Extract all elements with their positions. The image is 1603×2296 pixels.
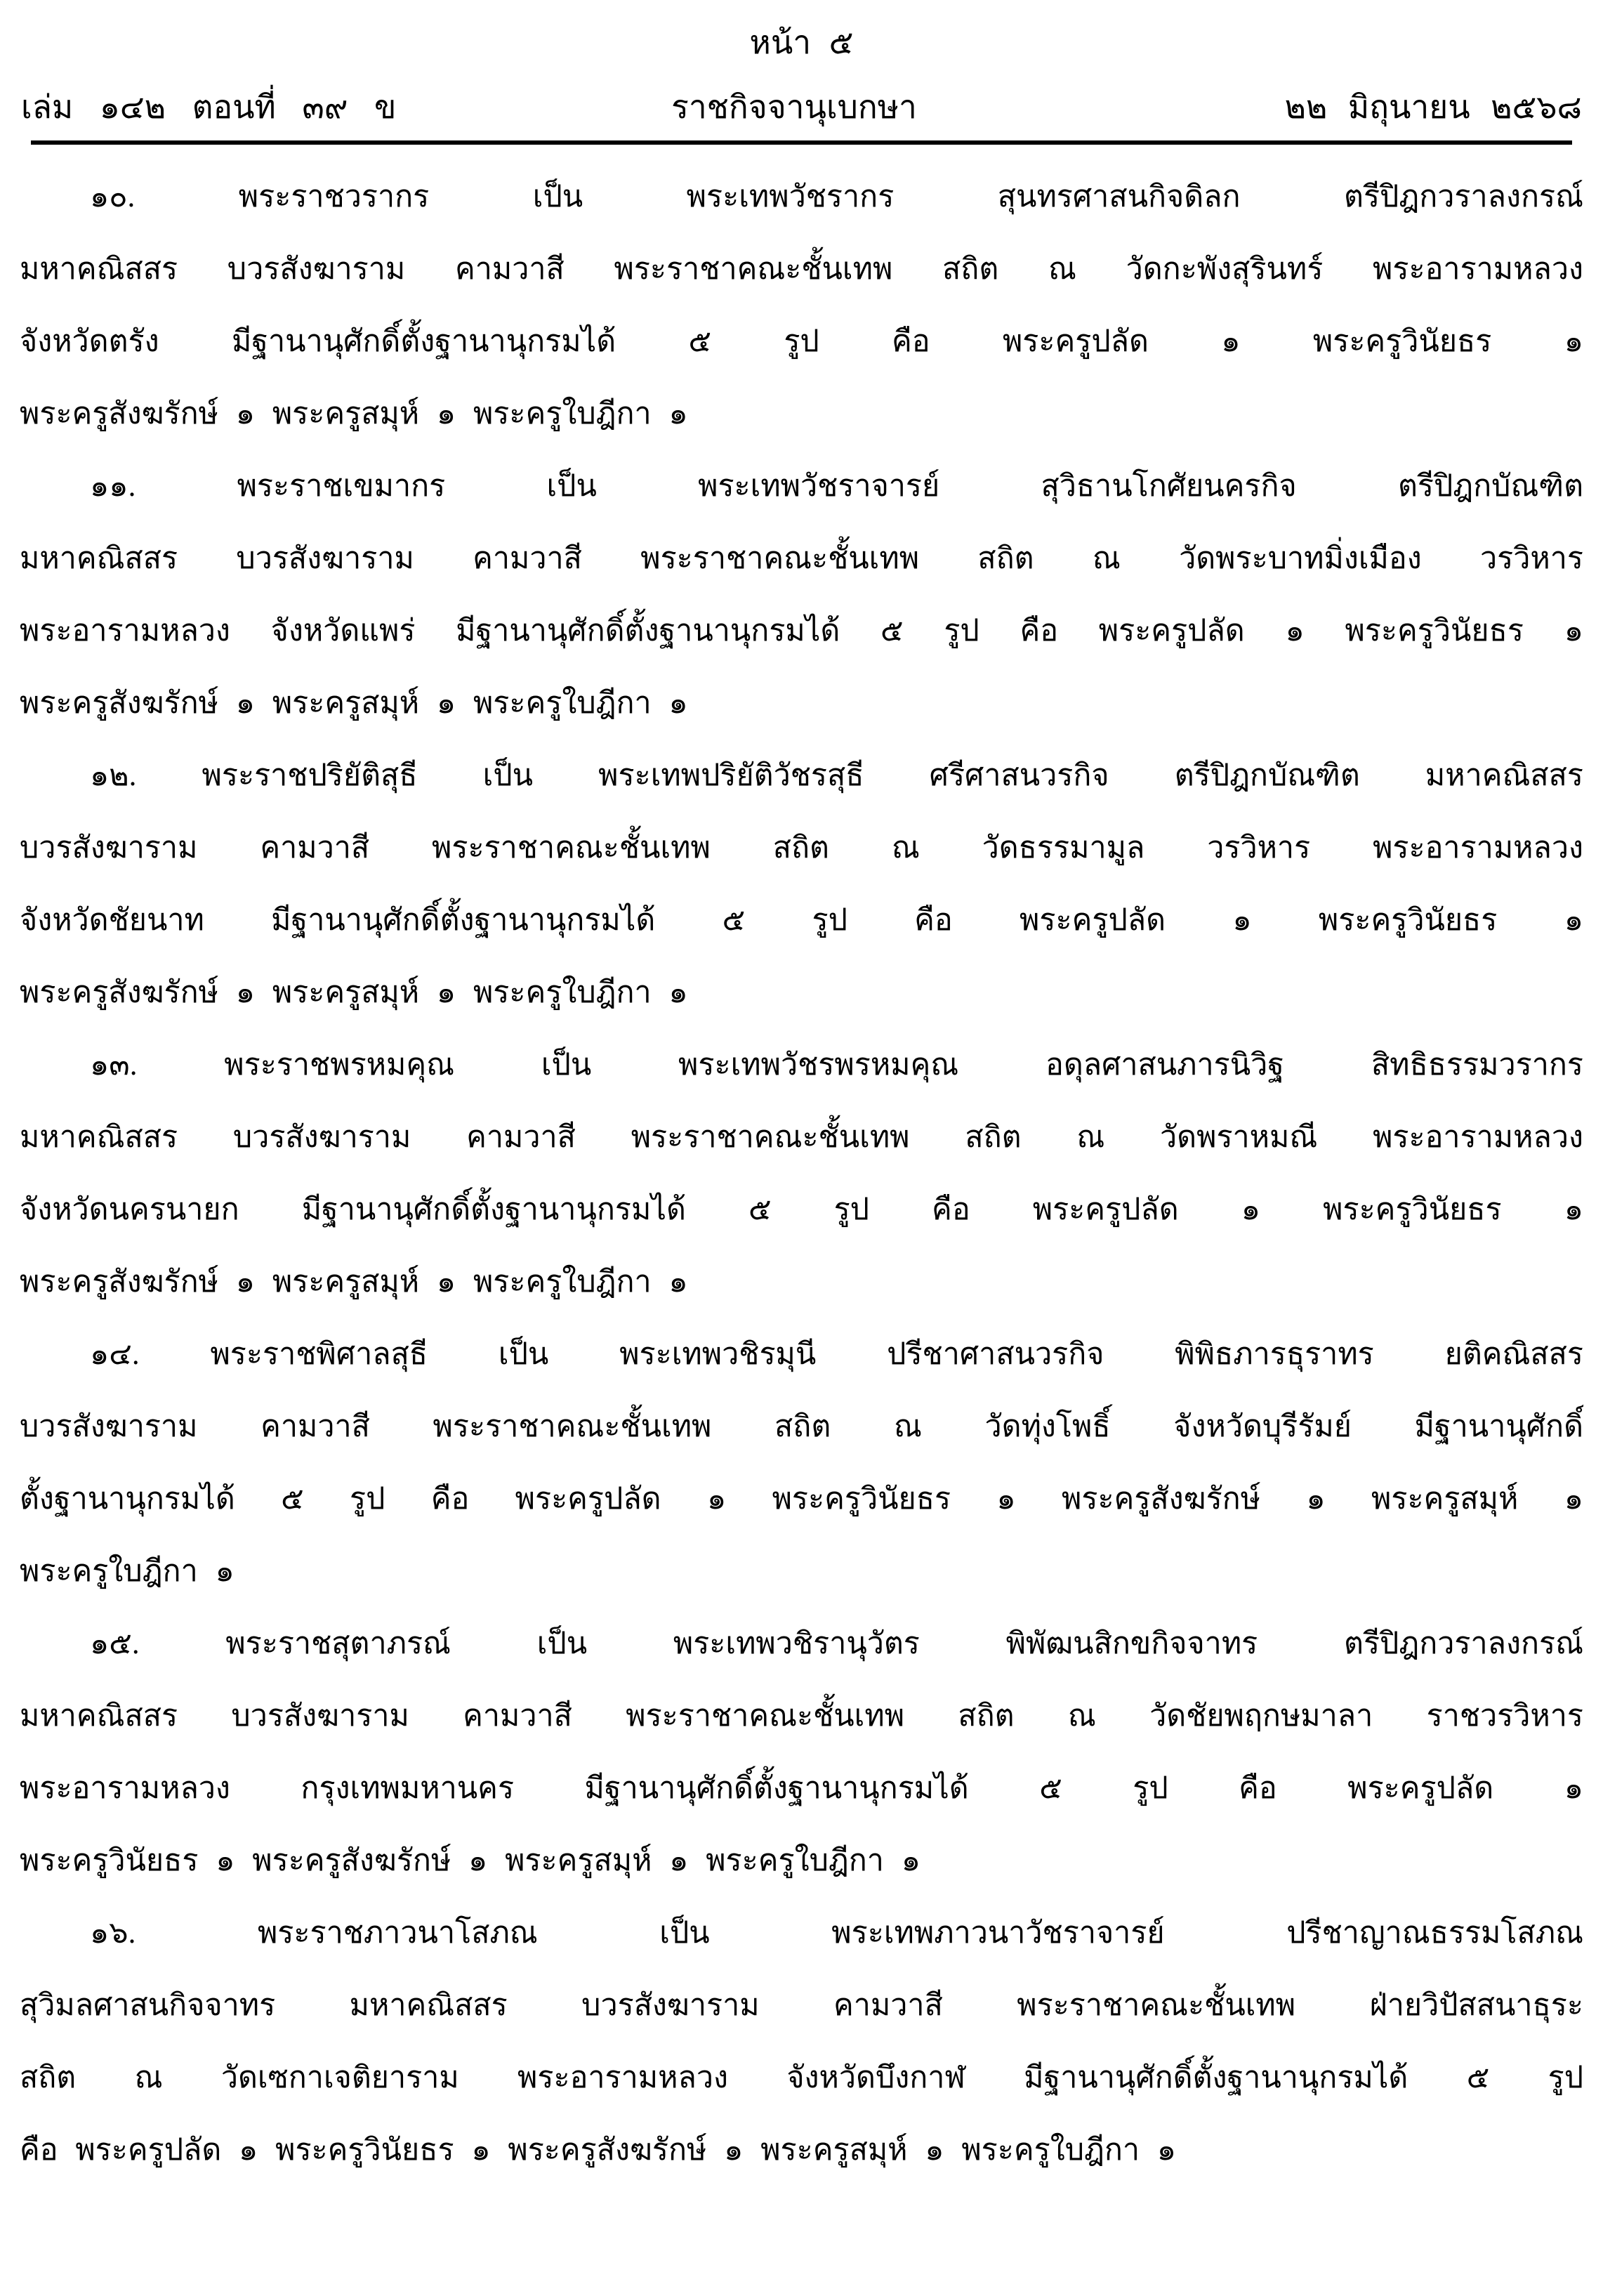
paragraph-line: พระครูใบฎีกา ๑ — [20, 1555, 235, 1588]
paragraph-line: ๑๑. พระราชเขมากร เป็น พระเทพวัชราจารย์ สุวิธานโกศัยนครกิจ ตรีปิฎกบัณฑิต — [90, 470, 1583, 503]
entry-paragraph-14 — [20, 1318, 1583, 1608]
paragraph-line: ตั้งฐานานุกรมได้ ๕ รูป คือ พระครูปลัด ๑ พระครูวินัยธร ๑ พระครูสังฆรักษ์ ๑ พระครูสมุห์ ๑ — [20, 1483, 1583, 1516]
paragraph-line: พระอารามหลวง กรุงเทพมหานคร มีฐานานุศักดิ์ตั้งฐานานุกรมได้ ๕ รูป คือ พระครูปลัด ๑ — [20, 1772, 1583, 1805]
header-divider-rule — [31, 140, 1572, 145]
paragraph-line: คือ พระครูปลัด ๑ พระครูวินัยธร ๑ พระครูสังฆรักษ์ ๑ พระครูสมุห์ ๑ พระครูใบฎีกา ๑ — [20, 2134, 1177, 2167]
paragraph-line: พระอารามหลวง จังหวัดแพร่ มีฐานานุศักดิ์ตั้งฐานานุกรมได้ ๕ รูป คือ พระครูปลัด ๑ พระครูวินัยธร ๑ — [20, 615, 1583, 648]
paragraph-line: มหาคณิสสร บวรสังฆาราม คามวาสี พระราชาคณะชั้นเทพ สถิต ณ วัดชัยพฤกษมาลา ราชวรวิหาร — [20, 1700, 1583, 1733]
paragraph-line: สถิต ณ วัดเซกาเจติยาราม พระอารามหลวง จังหวัดบึงกาฬ มีฐานานุศักดิ์ตั้งฐานานุกรมได้ ๕ รูป — [20, 2061, 1583, 2094]
paragraph-line: ๑๕. พระราชสุตาภรณ์ เป็น พระเทพวชิรานุวัตร พิพัฒนสิกขกิจจาทร ตรีปิฎกวราลงกรณ์ — [90, 1627, 1583, 1660]
entry-paragraph-11 — [20, 450, 1583, 740]
paragraph-line: ๑๐. พระราชวรากร เป็น พระเทพวัชรากร สุนทรศาสนกิจดิลก ตรีปิฎกวราลงกรณ์ — [90, 181, 1583, 214]
page-number — [20, 15, 1583, 70]
paragraph-line: สุวิมลศาสนกิจจาทร มหาคณิสสร บวรสังฆาราม คามวาสี พระราชาคณะชั้นเทพ ฝ่ายวิปัสสนาธุระ — [20, 1989, 1583, 2022]
paragraph-line: พระครูสังฆรักษ์ ๑ พระครูสมุห์ ๑ พระครูใบฎีกา ๑ — [20, 976, 688, 1009]
paragraph-line: ๑๔. พระราชพิศาลสุธี เป็น พระเทพวชิรมุนี ปรีชาศาสนวรกิจ พิพิธภารธุราทร ยติคณิสสร — [90, 1338, 1583, 1371]
paragraph-line: พระครูสังฆรักษ์ ๑ พระครูสมุห์ ๑ พระครูใบฎีกา ๑ — [20, 398, 688, 431]
paragraph-line: จังหวัดนครนายก มีฐานานุศักดิ์ตั้งฐานานุกรมได้ ๕ รูป คือ พระครูปลัด ๑ พระครูวินัยธร ๑ — [20, 1193, 1583, 1226]
paragraph-line: ๑๒. พระราชปริยัติสุธี เป็น พระเทพปริยัติวัชรสุธี ศรีศาสนวรกิจ ตรีปิฎกบัณฑิต มหาคณิสสร — [90, 759, 1583, 792]
paragraph-line: บวรสังฆาราม คามวาสี พระราชาคณะชั้นเทพ สถิต ณ วัดทุ่งโพธิ์ จังหวัดบุรีรัมย์ มีฐานานุศักดิ์ — [20, 1410, 1583, 1443]
document-body — [20, 161, 1583, 2186]
paragraph-line: จังหวัดตรัง มีฐานานุศักดิ์ตั้งฐานานุกรมได้ ๕ รูป คือ พระครูปลัด ๑ พระครูวินัยธร ๑ — [20, 325, 1583, 358]
entry-paragraph-15 — [20, 1608, 1583, 1897]
entry-paragraph-10 — [20, 161, 1583, 450]
entry-paragraph-16 — [20, 1897, 1583, 2186]
paragraph-line: มหาคณิสสร บวรสังฆาราม คามวาสี พระราชาคณะชั้นเทพ สถิต ณ วัดพราหมณี พระอารามหลวง — [20, 1121, 1583, 1154]
gazette-title: ราชกิจจานุเบกษา — [671, 89, 917, 125]
paragraph-line: ๑๓. พระราชพรหมคุณ เป็น พระเทพวัชรพรหมคุณ อดุลศาสนภารนิวิฐ สิทธิธรรมวรากร — [90, 1049, 1583, 1082]
paragraph-line: ๑๖. พระราชภาวนาโสภณ เป็น พระเทพภาวนาวัชราจารย์ ปรีชาญาณธรรมโสภณ — [90, 1917, 1583, 1950]
paragraph-line: มหาคณิสสร บวรสังฆาราม คามวาสี พระราชาคณะชั้นเทพ สถิต ณ วัดกะพังสุรินทร์ พระอารามหลวง — [20, 253, 1583, 286]
page-number-label: หน้า ๕ — [749, 25, 854, 60]
paragraph-line: พระครูสังฆรักษ์ ๑ พระครูสมุห์ ๑ พระครูใบฎีกา ๑ — [20, 1266, 688, 1299]
entry-paragraph-12 — [20, 740, 1583, 1029]
paragraph-line: มหาคณิสสร บวรสังฆาราม คามวาสี พระราชาคณะชั้นเทพ สถิต ณ วัดพระบาทมิ่งเมือง วรวิหาร — [20, 542, 1583, 575]
paragraph-line: จังหวัดชัยนาท มีฐานานุศักดิ์ตั้งฐานานุกรมได้ ๕ รูป คือ พระครูปลัด ๑ พระครูวินัยธร ๑ — [20, 904, 1583, 937]
paragraph-line: บวรสังฆาราม คามวาสี พระราชาคณะชั้นเทพ สถิต ณ วัดธรรมามูล วรวิหาร พระอารามหลวง — [20, 832, 1583, 865]
entry-paragraph-13 — [20, 1029, 1583, 1318]
masthead — [20, 80, 1583, 135]
paragraph-line: พระครูวินัยธร ๑ พระครูสังฆรักษ์ ๑ พระครูสมุห์ ๑ พระครูใบฎีกา ๑ — [20, 1844, 921, 1877]
paragraph-line: พระครูสังฆรักษ์ ๑ พระครูสมุห์ ๑ พระครูใบฎีกา ๑ — [20, 687, 688, 720]
volume-issue-label: เล่ม ๑๔๒ ตอนที่ ๓๙ ข — [21, 89, 397, 125]
issue-date: ๒๒ มิถุนายน ๒๕๖๘ — [1284, 89, 1582, 125]
